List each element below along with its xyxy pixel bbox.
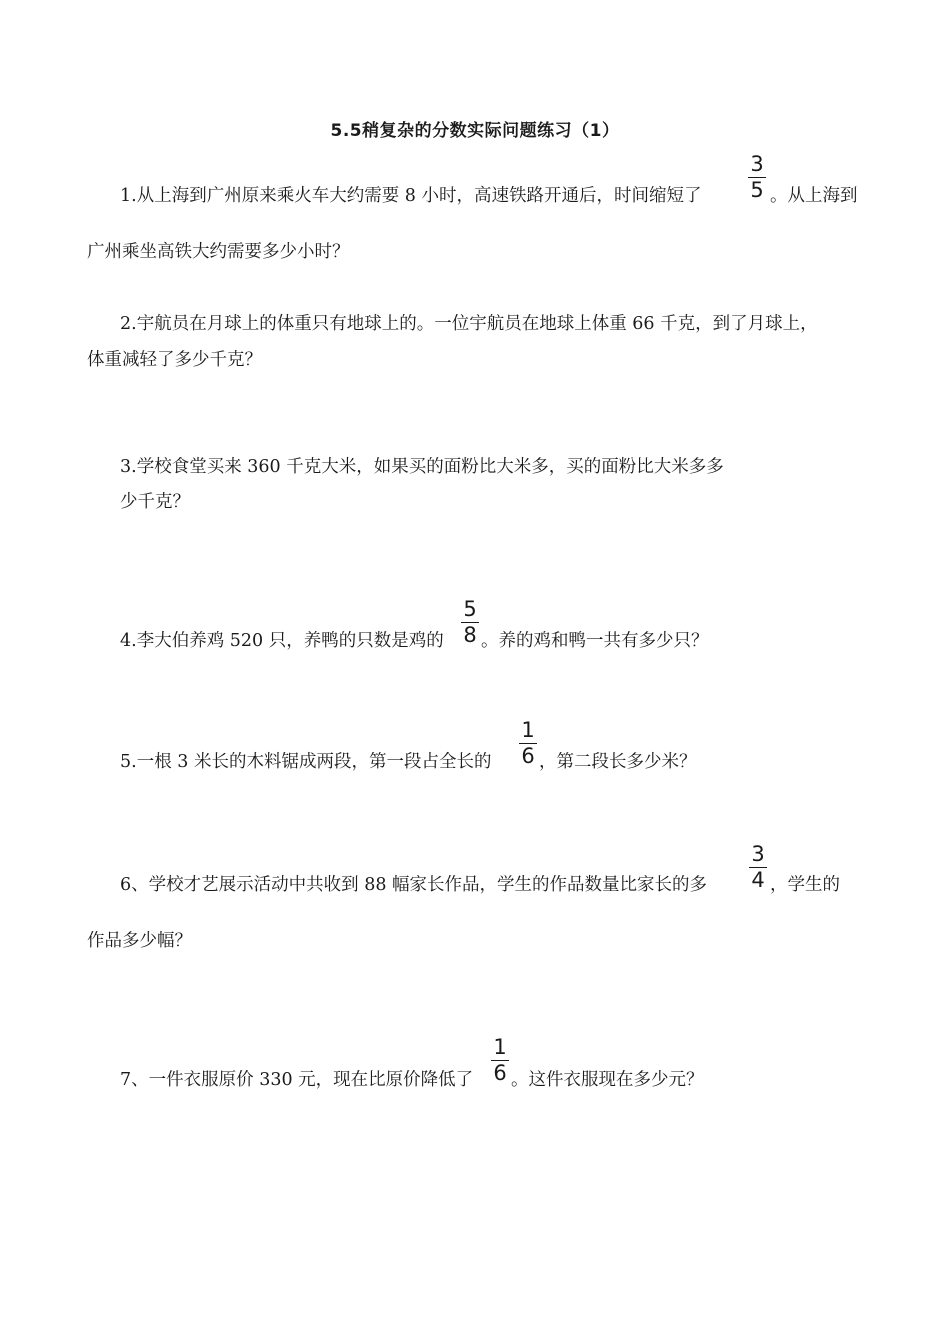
fraction-numerator: 1 xyxy=(519,719,537,744)
fraction-numerator: 3 xyxy=(749,843,767,868)
problem-5-fraction xyxy=(519,719,537,767)
fraction-numerator: 5 xyxy=(461,598,479,623)
problem-1-text-c: 广州乘坐高铁大约需要多少小时？ xyxy=(87,242,350,262)
problem-6-fraction xyxy=(749,843,767,891)
problem-5-text-b: ，第二段长多少米？ xyxy=(539,752,697,772)
problem-1-fraction xyxy=(748,153,766,201)
problem-7-text-b: 。这件衣服现在多少元？ xyxy=(511,1070,704,1090)
fraction-numerator: 1 xyxy=(491,1036,509,1061)
problem-3-text-a: 3.学校食堂买来 360 千克大米，如果买的面粉比大米多，买的面粉比大米多多 xyxy=(120,457,724,477)
problem-6-text-a: 6、学校才艺展示活动中共收到 88 幅家长作品，学生的作品数量比家长的多 xyxy=(120,875,708,895)
fraction-denominator: 6 xyxy=(493,1061,507,1085)
problem-7-text-a: 7、一件衣服原价 330 元，现在比原价降低了 xyxy=(120,1070,474,1090)
problem-3-text-b: 少千克？ xyxy=(120,492,190,512)
problem-5-text-a: 5.一根 3 米长的木料锯成两段，第一段占全长的 xyxy=(120,752,492,772)
problem-4-text-b: 。养的鸡和鸭一共有多少只？ xyxy=(481,631,709,651)
problem-6-text-b: ，学生的 xyxy=(770,875,840,895)
fraction-denominator: 8 xyxy=(463,623,477,647)
problem-4-fraction xyxy=(461,598,479,646)
problem-1-text-a: 1.从上海到广州原来乘火车大约需要 8 小时，高速铁路开通后，时间缩短了 xyxy=(120,186,702,206)
fraction-numerator: 3 xyxy=(748,153,766,178)
fraction-denominator: 5 xyxy=(750,178,764,202)
problem-6-text-c: 作品多少幅？ xyxy=(87,931,192,951)
problem-2-text-a: 2.宇航员在月球上的体重只有地球上的。一位宇航员在地球上体重 66 千克，到了月球上， xyxy=(120,314,818,334)
problem-2-text-b: 体重减轻了多少千克？ xyxy=(87,350,262,370)
fraction-denominator: 4 xyxy=(751,868,765,892)
page-title: 5.5稍复杂的分数实际问题练习（1） xyxy=(330,121,620,141)
problem-1-text-b: 。从上海到 xyxy=(770,186,858,206)
fraction-denominator: 6 xyxy=(521,744,535,768)
problem-4-text-a: 4.李大伯养鸡 520 只，养鸭的只数是鸡的 xyxy=(120,631,444,651)
problem-7-fraction xyxy=(491,1036,509,1084)
